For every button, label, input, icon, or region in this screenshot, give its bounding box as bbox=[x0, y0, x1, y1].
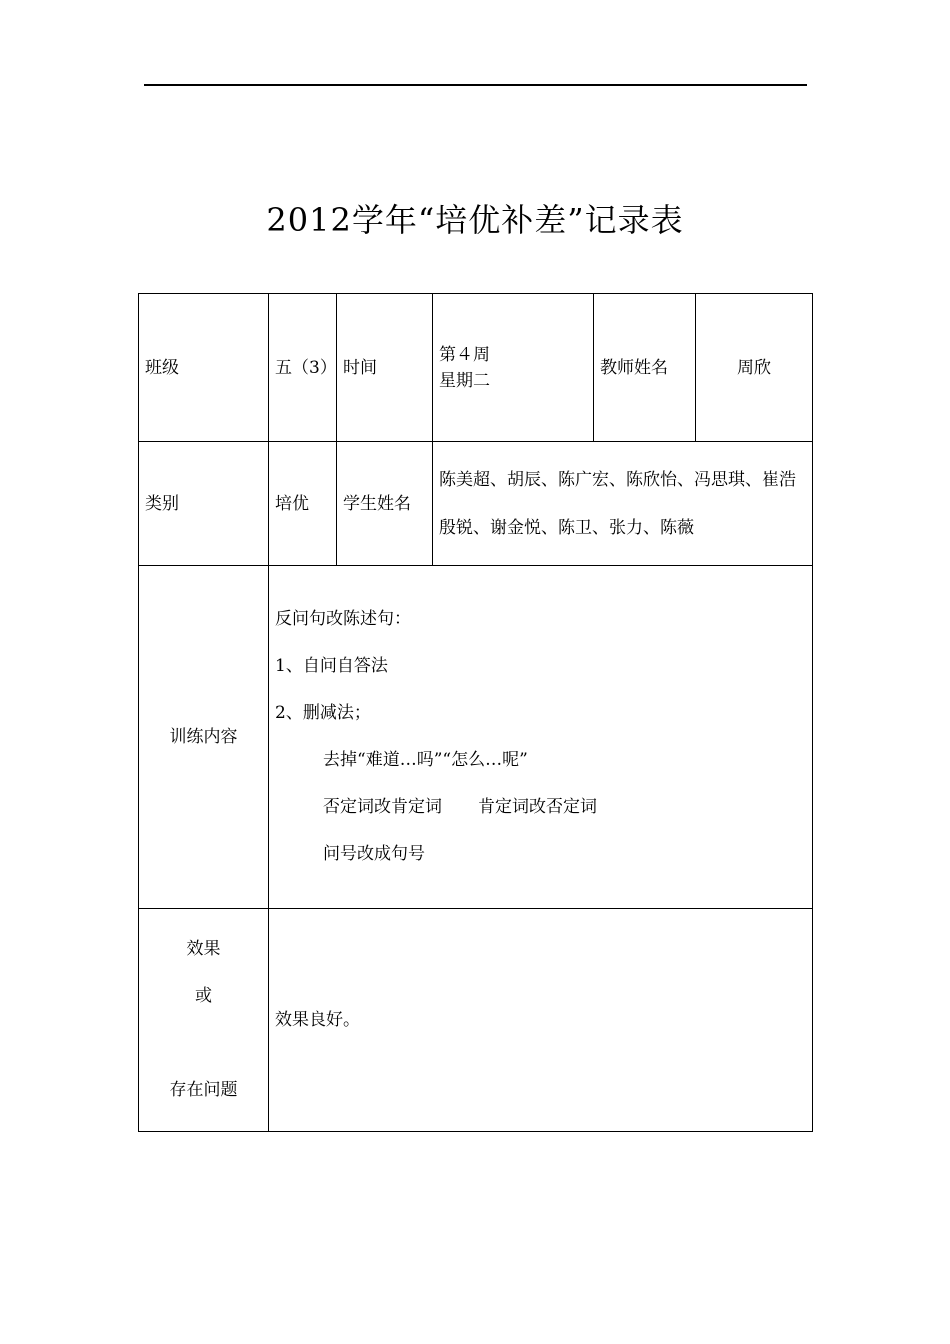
time-label-cell bbox=[337, 294, 433, 442]
teacher-label: 教师姓名 bbox=[600, 357, 668, 378]
training-method-1: 1、自问自答法 bbox=[275, 656, 388, 676]
students-label: 学生姓名 bbox=[343, 493, 411, 514]
training-method-2: 2、删减法； bbox=[275, 703, 371, 723]
class-label-cell bbox=[139, 294, 269, 442]
effect-value-cell bbox=[269, 909, 813, 1132]
table-row-effect bbox=[139, 909, 813, 1132]
time-week: 第４周 bbox=[439, 344, 490, 365]
training-label: 训练内容 bbox=[169, 727, 238, 747]
table-row-students bbox=[139, 442, 813, 566]
time-value-cell bbox=[433, 294, 594, 442]
time-weekday: 星期二 bbox=[439, 370, 490, 391]
training-content-cell bbox=[269, 566, 813, 909]
category-label-cell bbox=[139, 442, 269, 566]
students-line-1: 陈美超、胡辰、陈广宏、陈欣怡、冯思琪、崔浩 bbox=[439, 469, 796, 490]
effect-label-2: 或 bbox=[195, 986, 212, 1006]
effect-label-cell bbox=[139, 909, 269, 1132]
category-value-cell bbox=[269, 442, 337, 566]
effect-value: 效果良好。 bbox=[275, 1010, 360, 1030]
effect-label-3: 存在问题 bbox=[169, 1080, 238, 1100]
table-row-class-info bbox=[139, 294, 813, 442]
time-label: 时间 bbox=[343, 357, 377, 378]
effect-label-1: 效果 bbox=[186, 939, 221, 959]
training-label-cell bbox=[139, 566, 269, 909]
class-label: 班级 bbox=[145, 357, 179, 378]
training-sub-2 bbox=[275, 784, 806, 831]
record-table bbox=[138, 293, 813, 1132]
students-value-cell bbox=[433, 442, 813, 566]
students-line-2: 殷锐、谢金悦、陈卫、张力、陈薇 bbox=[439, 517, 694, 538]
table-row-training bbox=[139, 566, 813, 909]
class-value-cell bbox=[269, 294, 337, 442]
training-sub-2a: 否定词改肯定词 bbox=[323, 797, 442, 817]
document-title: 2012学年“培优补差”记录表 bbox=[266, 201, 684, 239]
class-value: 五（3） bbox=[275, 357, 337, 378]
category-value: 培优 bbox=[275, 493, 309, 514]
training-sub-1: 去掉“难道…吗”“怎么…呢” bbox=[323, 750, 528, 770]
teacher-value: 周欣 bbox=[737, 357, 771, 378]
category-label: 类别 bbox=[145, 493, 179, 514]
teacher-value-cell bbox=[696, 294, 813, 442]
training-heading: 反问句改陈述句： bbox=[275, 609, 411, 629]
training-sub-3: 问号改成句号 bbox=[323, 844, 425, 864]
training-sub-2b: 肯定词改否定词 bbox=[478, 797, 597, 817]
header-rule bbox=[144, 84, 807, 86]
students-label-cell bbox=[337, 442, 433, 566]
teacher-label-cell bbox=[594, 294, 696, 442]
